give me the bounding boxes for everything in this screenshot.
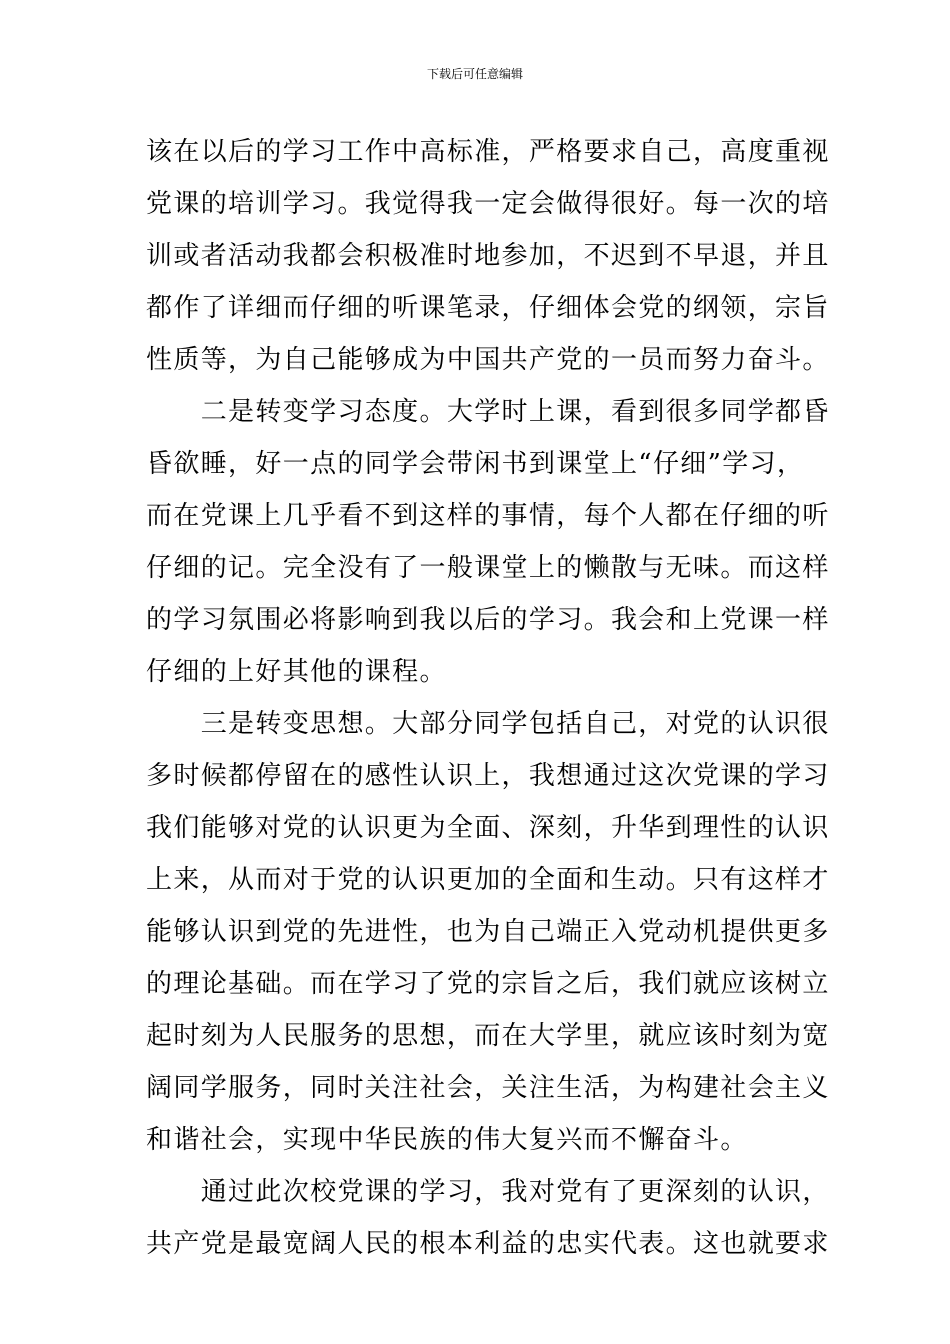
- text-line: 二是转变学习态度。大学时上课，看到很多同学都昏: [146, 397, 830, 427]
- text-line: 性质等，为自己能够成为中国共产党的一员而努力奋斗。: [146, 345, 830, 375]
- text-line: 和谐社会，实现中华民族的伟大复兴而不懈奋斗。: [146, 1125, 748, 1155]
- text-line: 的学习氛围必将影响到我以后的学习。我会和上党课一样: [146, 605, 830, 635]
- text-line: 训或者活动我都会积极准时地参加，不迟到不早退，并且: [146, 241, 830, 271]
- text-line: 起时刻为人民服务的思想，而在大学里，就应该时刻为宽: [146, 1021, 830, 1051]
- text-line: 通过此次校党课的学习，我对党有了更深刻的认识，: [146, 1177, 830, 1207]
- page-header: 下载后可任意编辑: [426, 67, 523, 81]
- text-line: 能够认识到党的先进性，也为自己端正入党动机提供更多: [146, 917, 830, 947]
- text-line: 多时候都停留在的感性认识上，我想通过这次党课的学习: [146, 761, 830, 791]
- text-line: 仔细的上好其他的课程。: [146, 657, 447, 687]
- text-line: 阔同学服务，同时关注社会，关注生活，为构建社会主义: [146, 1073, 830, 1103]
- text-line: 我们能够对党的认识更为全面、深刻，升华到理性的认识: [146, 813, 830, 843]
- document-body: [146, 126, 830, 1270]
- text-line: 党课的培训学习。我觉得我一定会做得很好。每一次的培: [146, 189, 830, 219]
- text-line: 而在党课上几乎看不到这样的事情，每个人都在仔细的听: [146, 501, 830, 531]
- text-line: 该在以后的学习工作中高标准，严格要求自己，高度重视: [146, 137, 830, 167]
- text-line: 仔细的记。完全没有了一般课堂上的懒散与无味。而这样: [146, 553, 830, 583]
- text-line: 昏欲睡，好一点的同学会带闲书到课堂上“仔细”学习，: [146, 449, 805, 479]
- text-line: 共产党是最宽阔人民的根本利益的忠实代表。这也就要求: [146, 1229, 830, 1259]
- text-line: 都作了详细而仔细的听课笔录，仔细体会党的纲领，宗旨: [146, 293, 830, 323]
- text-line: 三是转变思想。大部分同学包括自己，对党的认识很: [146, 709, 830, 739]
- text-line: 上来，从而对于党的认识更加的全面和生动。只有这样才: [146, 865, 830, 895]
- text-line: 的理论基础。而在学习了党的宗旨之后，我们就应该树立: [146, 969, 830, 999]
